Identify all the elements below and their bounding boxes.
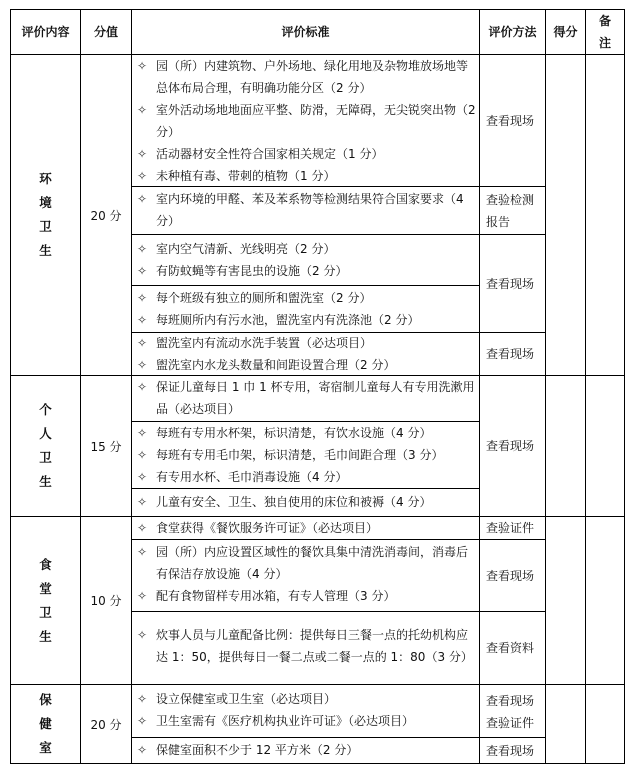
category-char: 卫: [39, 604, 52, 620]
diamond-bullet-icon: ✧: [137, 521, 148, 535]
category-canteen: [11, 517, 80, 684]
method-text: 查看现场: [486, 743, 535, 758]
diamond-bullet-icon: ✧: [137, 103, 148, 117]
category-personal: [11, 376, 80, 516]
score-clinic: 20 分: [90, 717, 122, 732]
method-cell: [480, 235, 550, 332]
criteria-group: [134, 491, 478, 513]
category-char: 卫: [39, 450, 52, 465]
criteria-item: ✧ 室外活动场地地面应平整、防滑，无障碍，无尖锐突出物（2 分）: [134, 99, 478, 143]
criteria-group: [134, 541, 478, 607]
header-method: 评价方法: [488, 25, 537, 39]
diamond-bullet-icon: ✧: [137, 743, 148, 757]
category-char: 室: [39, 740, 52, 755]
method-cell: [480, 376, 550, 516]
criteria-item: ✧ 园（所）内应设置区域性的餐饮具集中清洗消毒间，消毒后有保洁存放设施（4 分）: [134, 541, 478, 585]
criteria-item: ✧ 每班有专用水杯架，标识清楚，有饮水设施（4 分）: [134, 422, 478, 444]
method-text: 查看现场: [486, 568, 535, 583]
category-environment: [11, 55, 80, 375]
method-cell: [480, 540, 550, 611]
table-border-bottom: [10, 763, 624, 764]
criteria-item: ✧ 保健室面积不少于 12 平方米（2 分）: [134, 739, 478, 761]
diamond-bullet-icon: ✧: [137, 264, 148, 278]
criteria-item: ✧ 食堂获得《餐饮服务许可证》（必达项目）: [134, 517, 478, 539]
diamond-bullet-icon: ✧: [137, 242, 148, 256]
category-char: 堂: [39, 580, 52, 596]
diamond-bullet-icon: ✧: [137, 192, 148, 206]
criteria-item: ✧ 每班厕所内有污水池，盥洗室内有洗涤池（2 分）: [134, 309, 478, 331]
method-cell: [480, 187, 550, 234]
diamond-bullet-icon: ✧: [137, 358, 148, 372]
header-remarks-text: 备注: [598, 14, 611, 50]
criteria-item: ✧ 保证儿童每日 1 巾 1 杯专用，寄宿制儿童每人有专用洗漱用品（必达项目）: [134, 376, 478, 420]
criteria-item: ✧ 室内空气清新、光线明亮（2 分）: [134, 238, 478, 260]
method-text: 查看现场: [486, 439, 535, 453]
criteria-item: ✧ 每班有专用毛巾架，标识清楚，毛巾间距合理（3 分）: [134, 444, 478, 466]
diamond-bullet-icon: ✧: [137, 545, 148, 559]
method-text: 查看现场: [486, 113, 535, 128]
category-char: 环: [39, 171, 52, 186]
method-cell: [480, 612, 550, 684]
criteria-item: ✧ 未种植有毒、带刺的植物（1 分）: [134, 165, 478, 187]
diamond-bullet-icon: ✧: [137, 448, 148, 462]
category-char: 个: [39, 402, 52, 417]
criteria-group: [134, 376, 478, 420]
criteria-item: ✧ 有专用水杯、毛巾消毒设施（4 分）: [134, 466, 478, 488]
method-text: 查看现场: [486, 693, 535, 708]
criteria-item: ✧ 每个班级有独立的厕所和盥洗室（2 分）: [134, 287, 478, 309]
score-environment: 20 分: [90, 208, 122, 223]
category-char: 生: [39, 628, 52, 644]
criteria-item: ✧ 室内环境的甲醛、苯及苯系物等检测结果符合国家要求（4 分）: [134, 188, 478, 232]
header-remarks: [586, 10, 624, 54]
diamond-bullet-icon: ✧: [137, 313, 148, 327]
category-char: 生: [39, 474, 52, 489]
diamond-bullet-icon: ✧: [137, 59, 148, 73]
criteria-group: [134, 688, 478, 732]
diamond-bullet-icon: ✧: [137, 628, 148, 642]
header-criteria: 评价标准: [281, 25, 330, 39]
method-cell: [480, 738, 550, 763]
criteria-item: ✧ 有防蚊蝇等有害昆虫的设施（2 分）: [134, 260, 478, 282]
criteria-group: [134, 238, 478, 282]
criteria-group: [134, 188, 478, 232]
diamond-bullet-icon: ✧: [137, 291, 148, 305]
header-points: 得分: [553, 25, 578, 39]
criteria-group: [134, 332, 478, 376]
score-canteen: 10 分: [90, 594, 122, 608]
category-char: 生: [39, 243, 52, 258]
diamond-bullet-icon: ✧: [137, 426, 148, 440]
criteria-item: ✧ 盥洗室内有流动水洗手装置（必达项目）: [134, 332, 478, 354]
criteria-item: ✧ 盥洗室内水龙头数量和间距设置合理（2 分）: [134, 354, 478, 376]
method-text: 查验证件: [486, 715, 535, 730]
method-text: 查看资料: [486, 641, 535, 655]
criteria-item: ✧ 炊事人员与儿童配备比例：提供每日三餐一点的托幼机构应达 1：50，提供每日一餐二点或二餐一点的 1：80（3 分）: [134, 624, 478, 668]
category-char: 境: [39, 195, 52, 210]
criteria-group: [134, 287, 478, 331]
diamond-bullet-icon: ✧: [137, 495, 148, 509]
diamond-bullet-icon: ✧: [137, 169, 148, 183]
method-cell: [480, 686, 550, 737]
method-text: 报告: [486, 214, 511, 229]
category-char: 保: [39, 692, 52, 707]
score-personal: 15 分: [90, 439, 122, 454]
criteria-group: [134, 624, 478, 668]
diamond-bullet-icon: ✧: [137, 380, 148, 394]
method-cell: [480, 517, 550, 539]
criteria-item: ✧ 设立保健室或卫生室（必达项目）: [134, 688, 478, 710]
method-cell: [480, 55, 550, 186]
diamond-bullet-icon: ✧: [137, 589, 148, 603]
criteria-item: ✧ 儿童有安全、卫生、独自使用的床位和被褥（4 分）: [134, 491, 478, 513]
method-text: 查验检测: [486, 192, 535, 207]
criteria-item: ✧ 配有食物留样专用冰箱，有专人管理（3 分）: [134, 585, 478, 607]
diamond-bullet-icon: ✧: [137, 147, 148, 161]
method-text: 查验证件: [486, 521, 535, 535]
diamond-bullet-icon: ✧: [137, 714, 148, 728]
header-score: 分值: [93, 25, 118, 39]
criteria-group: [134, 422, 478, 488]
category-char: 食: [39, 556, 52, 572]
category-clinic: [11, 685, 80, 763]
diamond-bullet-icon: ✧: [137, 336, 148, 350]
table-border-right: [624, 9, 625, 764]
col-divider: [585, 9, 586, 764]
criteria-item: ✧ 园（所）内建筑物、户外场地、绿化用地及杂物堆放场地等总体布局合理，有明确功能分区（2 分）: [134, 55, 478, 99]
criteria-item: ✧ 活动器材安全性符合国家相关规定（1 分）: [134, 143, 478, 165]
diamond-bullet-icon: ✧: [137, 470, 148, 484]
row-divider: [131, 488, 479, 489]
method-text: 查看现场: [486, 276, 535, 291]
diamond-bullet-icon: ✧: [137, 692, 148, 706]
col-divider: [131, 9, 132, 764]
category-char: 健: [39, 716, 52, 731]
criteria-item: ✧ 卫生室需有《医疗机构执业许可证》（必达项目）: [134, 710, 478, 732]
method-text: 查看现场: [486, 347, 535, 361]
criteria-group: [134, 517, 478, 539]
method-cell: [480, 333, 550, 375]
category-char: 卫: [39, 219, 52, 234]
header-category: 评价内容: [21, 25, 70, 39]
criteria-group: [134, 739, 478, 761]
category-char: 人: [39, 426, 52, 441]
row-divider: [131, 285, 479, 286]
criteria-group: [134, 55, 478, 187]
